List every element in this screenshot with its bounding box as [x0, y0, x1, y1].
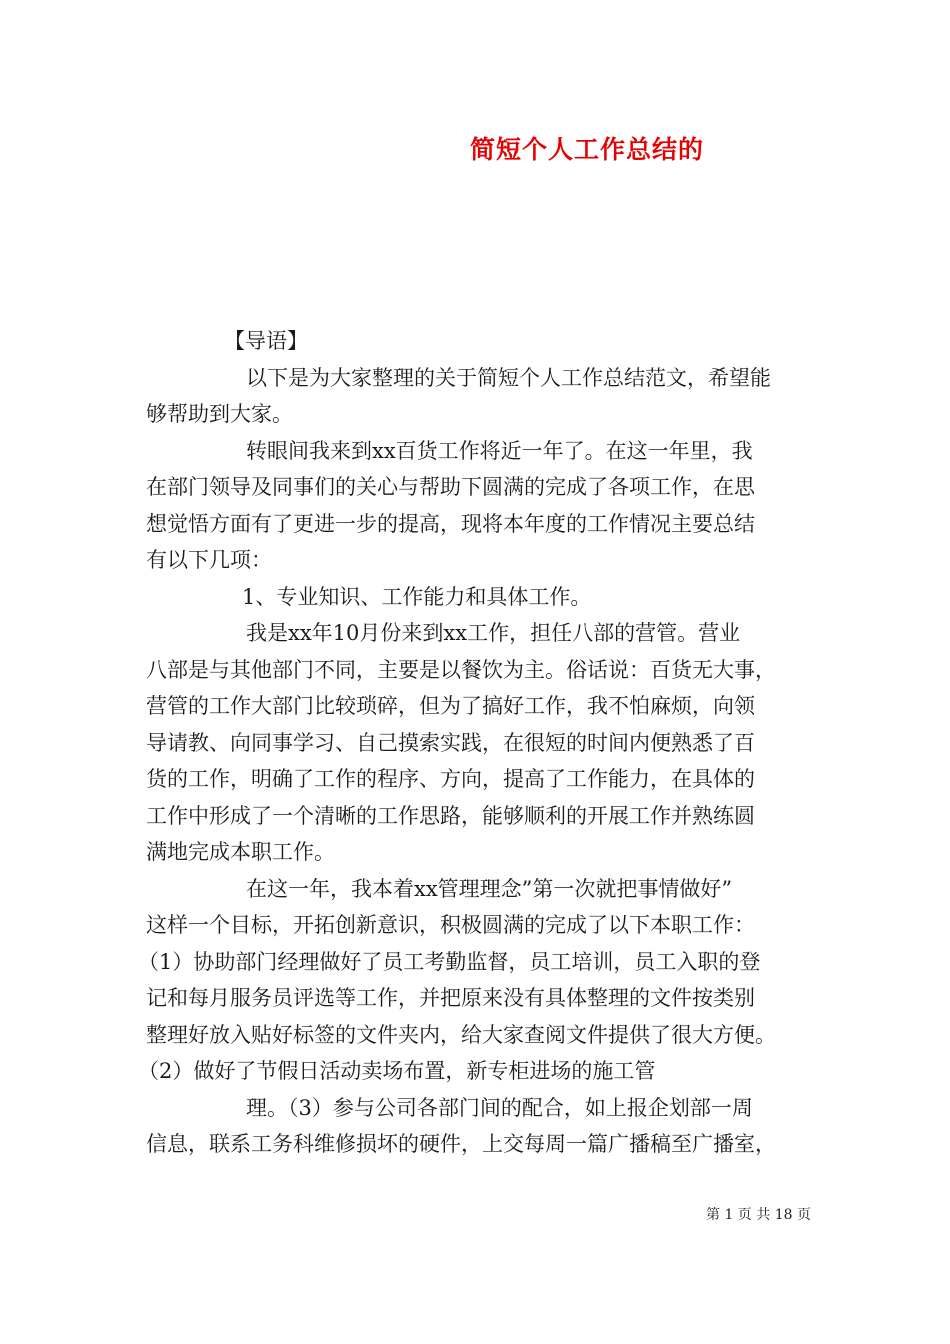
- text-line: 我是xx年10月份来到xx工作，担任八部的营管。营业: [246, 621, 741, 645]
- document-body: [138, 323, 808, 1163]
- text-line: 有以下几项：: [146, 548, 272, 572]
- text-line: （2）做好了节假日活动卖场布置，新专柜进场的施工管: [138, 1059, 656, 1083]
- text-line: 以下是为大家整理的关于简短个人工作总结范文，希望能: [246, 365, 771, 390]
- text-line: 理。（3）参与公司各部门间的配合，如上报企划部一周: [246, 1095, 753, 1120]
- text-line: 这样一个目标，开拓创新意识，积极圆满的完成了以下本职工作：: [146, 913, 755, 937]
- text-line: 在部门领导及同事们的关心与帮助下圆满的完成了各项工作，在思: [146, 475, 755, 499]
- text-line: 整理好放入贴好标签的文件夹内，给大家查阅文件提供了很大方便。: [146, 1022, 776, 1047]
- text-line: 【导语】: [224, 329, 308, 353]
- text-line: 1、专业知识、工作能力和具体工作。: [242, 584, 592, 609]
- document-title: 简短个人工作总结的: [470, 135, 705, 164]
- text-line: 转眼间我来到xx百货工作将近一年了。在这一年里，我: [246, 438, 753, 463]
- page-number-footer: 第 1 页 共 18 页: [706, 1207, 811, 1223]
- text-line: 记和每月服务员评选等工作，并把原来没有具体整理的文件按类别: [146, 986, 755, 1010]
- text-line: 信息，联系工务科维修损坏的硬件，上交每周一篇广播稿至广播室，: [146, 1132, 776, 1156]
- text-line: 八部是与其他部门不同，主要是以餐饮为主。俗话说：百货无大事，: [146, 657, 776, 682]
- text-line: 工作中形成了一个清晰的工作思路，能够顺利的开展工作并熟练圆: [146, 803, 755, 828]
- text-line: 在这一年，我本着xx管理理念”第一次就把事情做好”: [246, 876, 733, 901]
- text-line: 货的工作，明确了工作的程序、方向，提高了工作能力，在具体的: [146, 767, 755, 791]
- text-line: 够帮助到大家。: [146, 402, 293, 426]
- text-line: 导请教、向同事学习、自己摸索实践，在很短的时间内便熟悉了百: [146, 730, 755, 755]
- text-line: 满地完成本职工作。: [146, 840, 335, 864]
- text-line: （1）协助部门经理做好了员工考勤监督，员工培训，员工入职的登: [138, 949, 761, 974]
- text-line: 营管的工作大部门比较琐碎，但为了搞好工作，我不怕麻烦，向领: [146, 694, 755, 718]
- text-line: 想觉悟方面有了更进一步的提高，现将本年度的工作情况主要总结: [146, 511, 755, 536]
